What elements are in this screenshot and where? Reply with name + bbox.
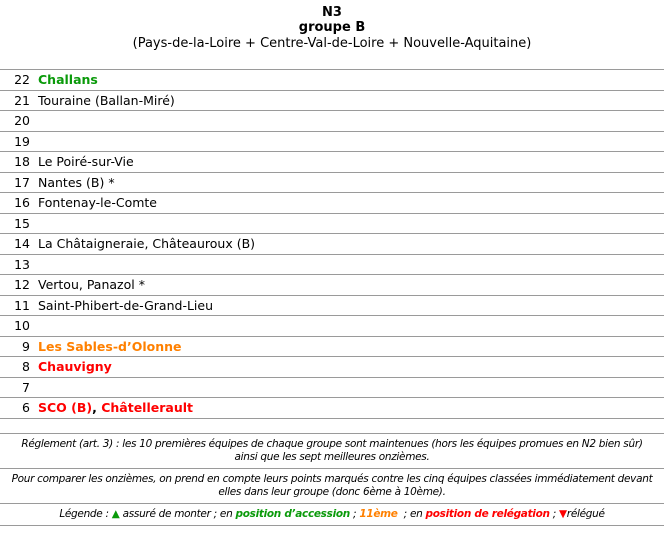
table-row (0, 132, 664, 153)
rule-note-2 (0, 468, 664, 503)
rank-cell: 13 (14, 256, 30, 272)
notes-section (0, 433, 664, 526)
up-triangle-icon: ▲ (111, 507, 120, 520)
note-line: Pour comparer les onzièmes, on prend en compte leurs points marqués contre les cinq équipes classées immédiatement devant (11, 472, 653, 485)
rank-cell: 6 (22, 400, 30, 416)
text-segment: Touraine (Ballan-Miré) (38, 92, 175, 108)
table-row (0, 173, 664, 194)
page-title: N3 (322, 5, 342, 20)
text-segment: ; (549, 507, 560, 520)
rank-cell: 14 (14, 236, 30, 252)
team-cell (38, 400, 193, 415)
rank-cell: 22 (14, 72, 30, 88)
rank-cell: 15 (14, 215, 30, 231)
rank-cell: 7 (22, 379, 30, 395)
text-segment: Saint-Phibert-de-Grand-Lieu (38, 297, 214, 313)
table-row (0, 357, 664, 378)
text-segment: Légende : (59, 507, 112, 520)
note-line: ainsi que les sept meilleures onzièmes. (234, 450, 430, 463)
table-row (0, 398, 664, 419)
rank-cell: 12 (14, 277, 30, 293)
rank-cell: 18 (14, 154, 30, 170)
down-triangle-icon: ▼ (559, 507, 567, 520)
table-row (0, 214, 664, 235)
legend (0, 503, 664, 526)
table-row (0, 234, 664, 255)
text-segment: 11ème (359, 507, 398, 520)
team-cell (38, 175, 115, 190)
text-segment: Les Sables-d’Olonne (38, 338, 182, 354)
text-segment: Chauvigny (38, 359, 112, 375)
text-segment: position d’accession (235, 507, 350, 520)
table-row (0, 255, 664, 276)
text-segment: Fontenay-le-Comte (38, 195, 157, 211)
text-segment: ; (349, 507, 360, 520)
rule-note-1 (0, 433, 664, 468)
team-cell (38, 195, 157, 210)
team-cell (38, 298, 213, 313)
rank-cell: 11 (14, 297, 30, 313)
rank-cell: 8 (22, 359, 30, 375)
team-cell (38, 93, 175, 108)
text-segment: La Châtaigneraie, Châteauroux (B) (38, 236, 256, 252)
table-row (0, 316, 664, 337)
team-cell (38, 72, 98, 87)
rank-cell: 19 (14, 133, 30, 149)
table-row (0, 193, 664, 214)
text-segment: assuré de monter ; en (119, 507, 236, 520)
text-segment: SCO (B) (38, 400, 93, 416)
text-segment: , (92, 400, 97, 416)
rank-cell: 9 (22, 338, 30, 354)
team-cell (38, 154, 134, 169)
table-row (0, 296, 664, 317)
team-cell (38, 339, 181, 354)
note-line: elles dans leur groupe (donc 6ème à 10ème). (218, 485, 446, 498)
page-regions: (Pays-de-la-Loire + Centre-Val-de-Loire + Nouvelle-Aquitaine) (132, 36, 532, 51)
text-segment: Vertou, Panazol * (38, 277, 145, 293)
table-row (0, 91, 664, 112)
header (0, 0, 664, 52)
note-line: Réglement (art. 3) : les 10 premières équipes de chaque groupe sont maintenues (hors les équipes promues en N2 bien sûr) (21, 437, 643, 450)
page-subtitle: groupe B (298, 20, 366, 35)
text-segment: Le Poiré-sur-Vie (38, 154, 134, 170)
text-segment: Nantes (B) * (38, 174, 115, 190)
team-cell (38, 236, 255, 251)
rank-cell: 10 (14, 318, 30, 334)
team-cell (38, 359, 112, 374)
rank-cell: 16 (14, 195, 30, 211)
text-segment: Challans (38, 72, 98, 88)
standings-table (0, 69, 664, 419)
team-cell (38, 277, 145, 292)
table-row (0, 378, 664, 399)
text-segment: rélégué (566, 507, 605, 520)
text-segment: position de relégation (425, 507, 550, 520)
table-row (0, 111, 664, 132)
rank-cell: 20 (14, 113, 30, 129)
text-segment: Châtellerault (96, 400, 193, 416)
table-row (0, 70, 664, 91)
rank-cell: 21 (14, 92, 30, 108)
table-row (0, 337, 664, 358)
text-segment: ; en (397, 507, 426, 520)
rank-cell: 17 (14, 174, 30, 190)
table-row (0, 275, 664, 296)
table-row (0, 152, 664, 173)
